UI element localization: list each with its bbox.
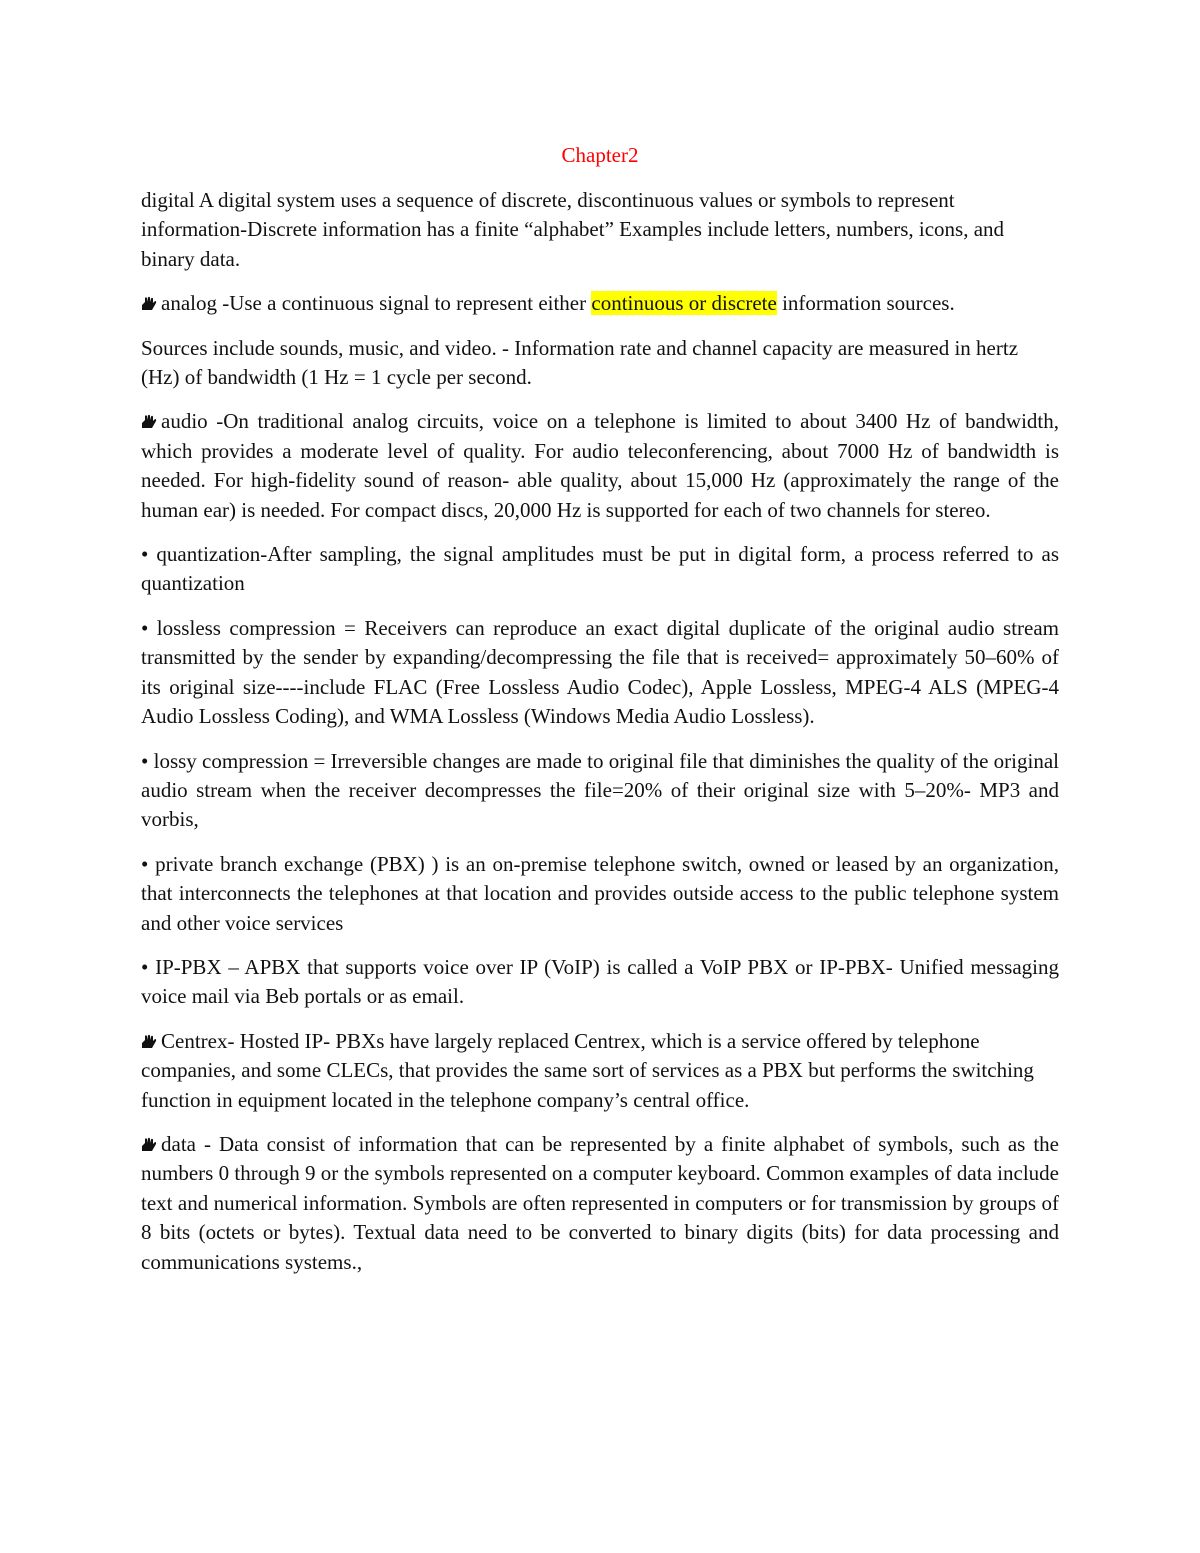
data-text: data - Data consist of information that can be represented by a finite alphabet of symbols, such as the numbers 0 through 9 or the symbols represented on a computer keyboard. Common examples of data include text and numerical information. Symbols are often represented in computers or for transmission by groups of 8 bits (octets or bytes). Textual data need to be converted to binary digits (bits) for data processing and communications systems., [141, 1131, 1059, 1274]
paragraph-pbx: • private branch exchange (PBX) ) is an on-premise telephone switch, owned or leased by an organization, that interconnects the telephones at that location and provides outside access to the public telephone system and other voice services [141, 851, 1059, 935]
paragraph-ippbx: • IP-PBX – APBX that supports voice over IP (VoIP) is called a VoIP PBX or IP-PBX- Unified messaging voice mail via Beb portals or as email. [141, 954, 1059, 1009]
writing-hand-icon [141, 1027, 161, 1056]
highlighted-text: continuous or discrete [591, 291, 777, 316]
chapter-title: Chapter2 [561, 143, 639, 167]
document-page [141, 140, 1059, 1292]
analog-text-before: analog -Use a continuous signal to represent either [161, 291, 592, 316]
paragraph-digital: digital A digital system uses a sequence of discrete, discontinuous values or symbols to represent information-Discrete information has a finite “alphabet” Examples include letters, numbers, icons, and binary data. [141, 188, 1005, 271]
writing-hand-icon [141, 1130, 161, 1159]
paragraph-quantization: • quantization-After sampling, the signal amplitudes must be put in digital form, a process referred to as quantization [141, 542, 1059, 596]
paragraph-centrex [141, 1027, 1059, 1115]
paragraph-analog [141, 289, 1059, 318]
writing-hand-icon [141, 289, 161, 318]
audio-text: audio -On traditional analog circuits, voice on a telephone is limited to about 3400 Hz of bandwidth, which provides a moderate level of quality. For audio teleconferencing, about 7000 Hz of bandwidth is needed. For high-fidelity sound of reason- able quality, about 15,000 Hz (approximately the range of the human ear) is needed. For compact discs, 20,000 Hz is supported for each of two channels for stereo. [141, 409, 1059, 522]
paragraph-lossy: • lossy compression = Irreversible changes are made to original file that diminishes the quality of the original audio stream when the receiver decompresses the file=20% of their original size with 5–20%- MP3 and vorbis, [141, 748, 1059, 832]
paragraph-lossless: • lossless compression = Receivers can reproduce an exact digital duplicate of the original audio stream transmitted by the sender by expanding/decompressing the file that is received= approximately 50–60% of its original size----include FLAC (Free Lossless Audio Codec), Apple Lossless, MPEG-4 ALS (MPEG-4 Audio Lossless Coding), and WMA Lossless (Windows Media Audio Lossless). [141, 615, 1059, 729]
paragraph-sources: Sources include sounds, music, and video. - Information rate and channel capacity are measured in hertz (Hz) of bandwidth (1 Hz = 1 cycle per second. [141, 335, 1019, 390]
paragraph-audio [141, 407, 1059, 525]
centrex-text: Centrex- Hosted IP- PBXs have largely replaced Centrex, which is a service offered by telephone companies, and some CLECs, that provides the same sort of services as a PBX but performs the switching function in equipment located in the telephone company’s central office. [141, 1028, 1034, 1112]
analog-text-after: information sources. [776, 291, 955, 316]
writing-hand-icon [141, 407, 161, 436]
paragraph-data [141, 1130, 1059, 1277]
